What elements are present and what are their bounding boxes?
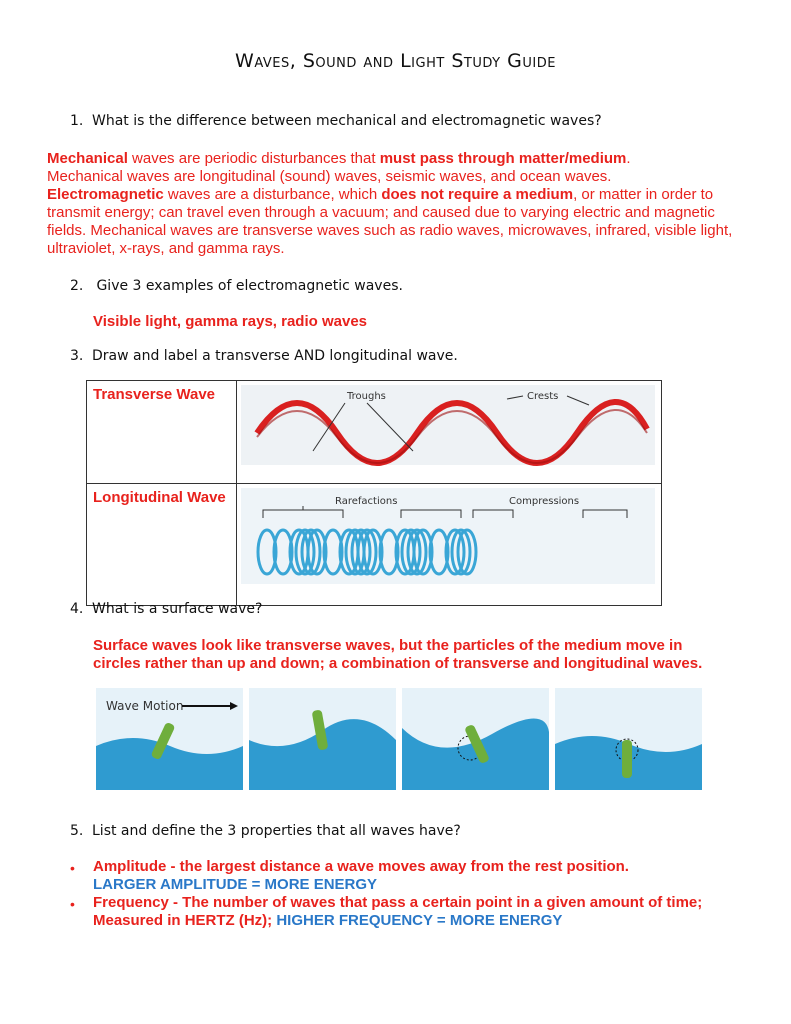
bottle (622, 740, 632, 778)
longitudinal-wave-figure (237, 484, 661, 588)
answer-1 (47, 150, 747, 258)
question-text: What is a surface wave? (92, 601, 263, 617)
panel-4 (555, 688, 702, 790)
question-2 (70, 278, 403, 294)
question-number: 4. (70, 601, 84, 617)
question-4 (70, 601, 262, 617)
question-text: What is the difference between mechanical and electromagnetic waves? (92, 113, 602, 129)
troughs-label: Troughs (347, 391, 386, 402)
question-text: List and define the 3 properties that all waves have? (92, 823, 461, 839)
emphasis: does not require a medium (381, 186, 574, 203)
transverse-label: Transverse Wave (87, 381, 237, 484)
amplitude-definition: Amplitude - the largest distance a wave moves away from the rest position. (93, 858, 629, 875)
frequency-definition: Frequency - The number of waves that pass a certain point in a given amount of time; (93, 894, 703, 911)
page-title: Waves, Sound and Light Study Guide (235, 50, 556, 72)
crests-label: Crests (527, 391, 559, 402)
term-electromagnetic: Electromagnetic (47, 186, 164, 203)
bullet: • (70, 896, 75, 912)
answer-text: waves are a disturbance, which (163, 186, 382, 203)
compressions-label: Compressions (509, 496, 580, 507)
question-text: Draw and label a transverse AND longitudinal wave. (92, 348, 458, 364)
term-mechanical: Mechanical (47, 150, 128, 167)
answer-text: Mechanical waves are longitudinal (sound) waves, seismic waves, and ocean waves. (47, 168, 612, 185)
panel-1 (96, 688, 243, 790)
transverse-wave-figure (237, 381, 661, 478)
bullet: • (70, 860, 75, 876)
question-1 (70, 113, 602, 129)
frequency-note: HIGHER FREQUENCY = MORE ENERGY (276, 912, 563, 929)
answer-text: , or matter in order to transmit energy; can travel even through a vacuum; and caused due to varying electric and magnetic fields. Mechanical waves are transverse waves such as radio waves, microwaves, infrared, visible light, ultraviolet, x-rays, and gamma rays. (47, 186, 733, 257)
frequency-unit: Measured in HERTZ (Hz); (93, 912, 277, 929)
wave-table (86, 380, 662, 606)
answer-frequency (93, 894, 702, 930)
answer-2: Visible light, gamma rays, radio waves (93, 313, 368, 330)
rarefactions-label: Rarefactions (335, 496, 398, 507)
longitudinal-label: Longitudinal Wave (87, 484, 237, 606)
question-5 (70, 823, 461, 839)
question-text: Give 3 examples of electromagnetic waves. (92, 278, 403, 294)
emphasis: must pass through matter/medium (379, 150, 627, 167)
question-number: 2. (70, 278, 84, 294)
answer-text: . (626, 150, 631, 167)
wave-motion-label: Wave Motion (106, 699, 184, 713)
amplitude-note: LARGER AMPLITUDE = MORE ENERGY (93, 876, 378, 893)
answer-amplitude (93, 858, 629, 894)
panel-3 (402, 688, 549, 790)
question-number: 3. (70, 348, 84, 364)
question-number: 5. (70, 823, 84, 839)
question-number: 1. (70, 113, 84, 129)
answer-4: Surface waves look like transverse waves, but the particles of the medium move in circles rather than up and down; a combination of transverse and longitudinal waves. (93, 637, 703, 672)
transverse-wave-cell (237, 381, 662, 484)
figure-background (241, 385, 655, 465)
panel-2 (249, 688, 396, 790)
answer-text: waves are periodic disturbances that (127, 150, 380, 167)
question-3 (70, 348, 458, 364)
longitudinal-wave-cell (237, 484, 662, 606)
surface-wave-figure (96, 688, 702, 790)
